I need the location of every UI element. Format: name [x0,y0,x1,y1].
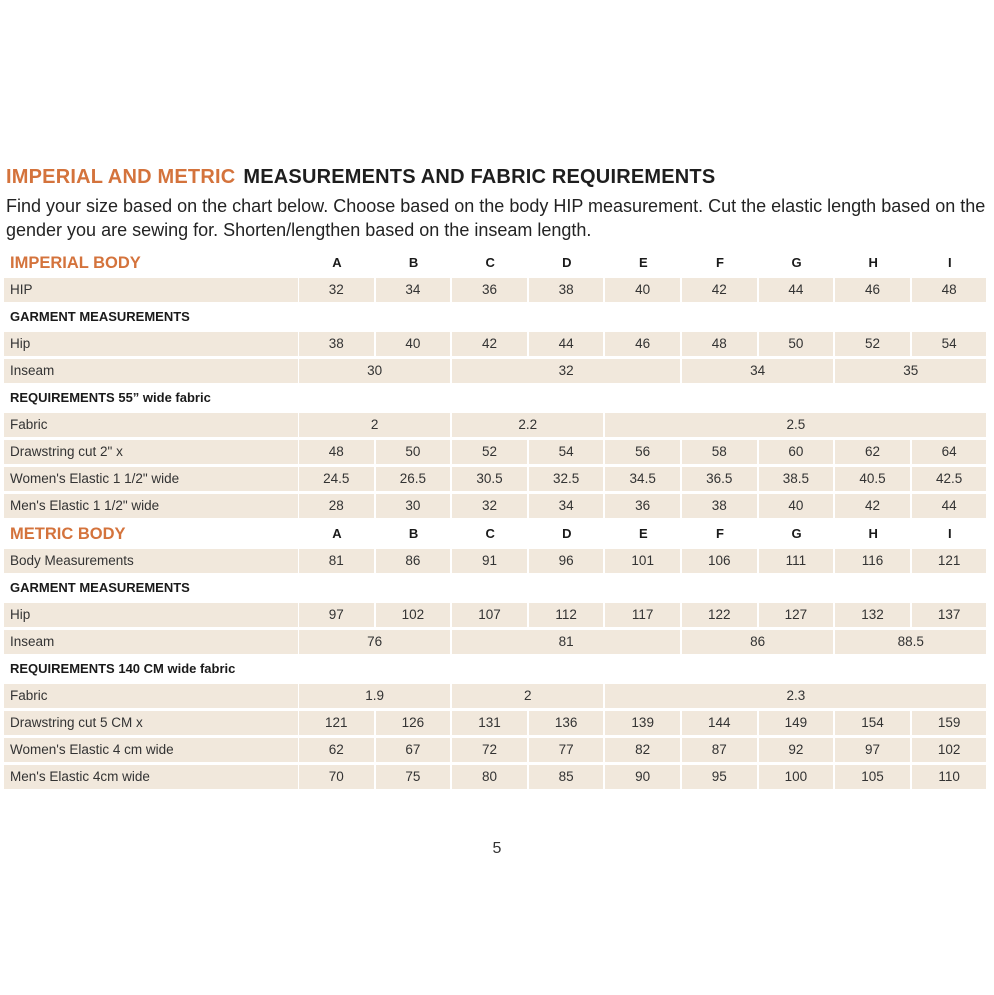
size-header-d: D [562,526,572,541]
size-header-b: B [408,255,419,270]
table-cell: 30.5 [452,467,527,491]
table-cell: 121 [912,549,987,573]
row-label: Women's Elastic 4 cm wide [4,738,298,762]
table-title: IMPERIAL BODY [10,254,141,272]
table-cell: 90 [605,765,680,789]
table-cell: 46 [835,278,910,302]
table-cell: 58 [682,440,757,464]
table-cell: 32.5 [529,467,604,491]
table-cell: 107 [452,603,527,627]
table-cell: 38 [529,278,604,302]
table-cell: 56 [605,440,680,464]
table-cell: 159 [912,711,987,735]
size-header-a: A [332,255,342,270]
table-cell: 70 [299,765,374,789]
size-header-h: H [868,255,878,270]
section-heading: GARMENT MEASUREMENTS [10,580,190,595]
table-cell: 48 [299,440,374,464]
table-cell: 95 [682,765,757,789]
size-header-i: I [947,255,952,270]
table-cell: 62 [835,440,910,464]
table-cell: 88.5 [835,630,986,654]
table-cell: 75 [376,765,451,789]
table-cell: 2.3 [605,684,986,708]
table-cell: 35 [835,359,986,383]
table-cell: 132 [835,603,910,627]
table-cell: 36 [605,494,680,518]
table-cell: 131 [452,711,527,735]
table-cell: 96 [529,549,604,573]
table-cell: 144 [682,711,757,735]
table-cell: 32 [452,494,527,518]
size-header-b: B [408,526,419,541]
table-cell: 36.5 [682,467,757,491]
table-cell: 87 [682,738,757,762]
heading-accent: IMPERIAL AND METRIC [6,166,236,188]
table-cell: 34 [529,494,604,518]
table-cell: 106 [682,549,757,573]
table-cell: 85 [529,765,604,789]
table-cell: 81 [299,549,374,573]
table-cell: 54 [912,332,987,356]
table-cell: 38.5 [759,467,834,491]
size-header-a: A [332,526,342,541]
section-heading: REQUIREMENTS 55” wide fabric [10,390,211,405]
table-cell: 32 [452,359,680,383]
size-header-c: C [485,255,495,270]
row-label: Women's Elastic 1 1/2" wide [4,467,298,491]
size-header-e: E [639,526,648,541]
table-cell: 110 [912,765,987,789]
table-cell: 42.5 [912,467,987,491]
table-cell: 105 [835,765,910,789]
size-header-h: H [868,526,878,541]
table-cell: 50 [376,440,451,464]
table-cell: 86 [376,549,451,573]
table-cell: 112 [529,603,604,627]
table-cell: 42 [682,278,757,302]
table-cell: 26.5 [376,467,451,491]
table-cell: 34.5 [605,467,680,491]
section-heading: REQUIREMENTS 140 CM wide fabric [10,661,236,676]
size-header-f: F [716,255,724,270]
table-cell: 48 [682,332,757,356]
table-cell: 136 [529,711,604,735]
table-cell: 67 [376,738,451,762]
table-cell: 64 [912,440,987,464]
table-cell: 44 [912,494,987,518]
table-cell: 36 [452,278,527,302]
table-cell: 100 [759,765,834,789]
size-header-e: E [639,255,648,270]
table-cell: 30 [299,359,450,383]
table-cell: 44 [529,332,604,356]
table-cell: 86 [682,630,833,654]
table-cell: 126 [376,711,451,735]
table-cell: 24.5 [299,467,374,491]
table-cell: 38 [299,332,374,356]
table-cell: 2 [452,684,603,708]
table-cell: 137 [912,603,987,627]
intro-paragraph: Find your size based on the chart below. Choose based on the body HIP measurement. Cut the elastic length based on the gender you are sewing for. Shorten/lengthen based on the inseam length. [6,196,986,240]
row-label: Fabric [4,413,298,437]
table-cell: 81 [452,630,680,654]
table-cell: 149 [759,711,834,735]
row-label: Hip [4,332,298,356]
size-header-c: C [485,526,495,541]
table-cell: 44 [759,278,834,302]
size-header-g: G [791,526,802,541]
table-cell: 46 [605,332,680,356]
table-cell: 54 [529,440,604,464]
row-label: Men's Elastic 1 1/2" wide [4,494,298,518]
table-cell: 40.5 [835,467,910,491]
table-cell: 40 [605,278,680,302]
table-cell: 42 [835,494,910,518]
table-cell: 117 [605,603,680,627]
table-cell: 2 [299,413,450,437]
table-cell: 40 [759,494,834,518]
row-label: Hip [4,603,298,627]
table-cell: 38 [682,494,757,518]
table-cell: 34 [682,359,833,383]
table-cell: 2.5 [605,413,986,437]
table-cell: 42 [452,332,527,356]
table-cell: 2.2 [452,413,603,437]
table-cell: 102 [912,738,987,762]
table-cell: 40 [376,332,451,356]
table-cell: 62 [299,738,374,762]
section-heading: GARMENT MEASUREMENTS [10,309,190,324]
table-cell: 139 [605,711,680,735]
table-cell: 60 [759,440,834,464]
row-label: Inseam [4,630,298,654]
table-cell: 101 [605,549,680,573]
size-header-d: D [562,255,572,270]
row-label: Body Measurements [4,549,298,573]
row-label: Inseam [4,359,298,383]
table-cell: 122 [682,603,757,627]
table-cell: 30 [376,494,451,518]
table-cell: 76 [299,630,450,654]
table-title: METRIC BODY [10,525,126,543]
table-cell: 127 [759,603,834,627]
table-cell: 77 [529,738,604,762]
table-cell: 82 [605,738,680,762]
table-cell: 34 [376,278,451,302]
table-cell: 102 [376,603,451,627]
table-cell: 1.9 [299,684,450,708]
row-label: Fabric [4,684,298,708]
table-cell: 97 [299,603,374,627]
table-cell: 52 [835,332,910,356]
page-number: 5 [492,840,502,857]
row-label: Men's Elastic 4cm wide [4,765,298,789]
row-label: Drawstring cut 5 CM x [4,711,298,735]
size-header-i: I [947,526,952,541]
table-cell: 50 [759,332,834,356]
table-cell: 97 [835,738,910,762]
table-cell: 48 [912,278,987,302]
table-cell: 92 [759,738,834,762]
row-label: HIP [4,278,298,302]
table-cell: 121 [299,711,374,735]
table-cell: 154 [835,711,910,735]
table-cell: 80 [452,765,527,789]
table-cell: 32 [299,278,374,302]
table-cell: 116 [835,549,910,573]
table-cell: 28 [299,494,374,518]
size-header-g: G [791,255,802,270]
table-cell: 91 [452,549,527,573]
heading-title: MEASUREMENTS AND FABRIC REQUIREMENTS [243,166,716,188]
table-cell: 72 [452,738,527,762]
row-label: Drawstring cut 2" x [4,440,298,464]
table-cell: 52 [452,440,527,464]
size-header-f: F [716,526,724,541]
table-cell: 111 [759,549,834,573]
